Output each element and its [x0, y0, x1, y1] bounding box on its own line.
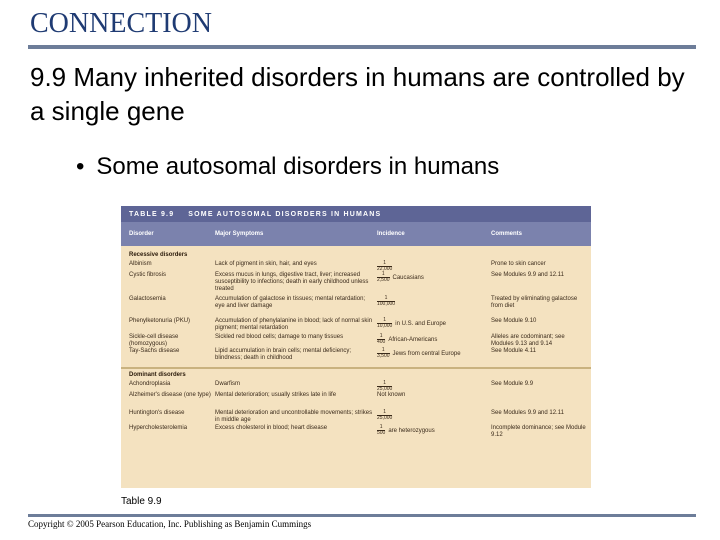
cell-disorder: Albinism: [129, 261, 152, 267]
cell-incidence: [377, 296, 487, 307]
cell-comments: Treated by eliminating galactose from diet: [491, 296, 578, 309]
cell-disorder: Alzheimer's disease (one type): [129, 392, 211, 398]
table-row: [121, 410, 591, 425]
table-number: TABLE 9.9: [129, 210, 175, 218]
table-row: [121, 334, 591, 348]
fraction-denominator: 10,000: [377, 323, 393, 329]
group-label-text: Dominant disorders: [129, 372, 186, 378]
cell-disorder: Phenylketonuria (PKU): [129, 318, 191, 324]
incidence-note: Caucasians: [392, 275, 424, 282]
cell-incidence: [377, 272, 487, 283]
bullet-symbol: •: [76, 153, 85, 180]
header-disorder: Disorder: [129, 230, 154, 237]
table-title: SOME AUTOSOMAL DISORDERS IN HUMANS: [188, 210, 382, 218]
cell-comments: Incomplete dominance; see Module 9.12: [491, 425, 586, 438]
fraction-denominator: 100,000: [377, 301, 396, 307]
header-symptoms: Major Symptoms: [215, 230, 264, 237]
cell-comments: See Module 9.9: [491, 381, 534, 387]
cell-symptoms: Lack of pigment in skin, hair, and eyes: [215, 261, 317, 267]
cell-comments: Alleles are codominant; see Modules 9.13 and 9.14: [491, 334, 565, 347]
incidence-note: in U.S. and Europe: [395, 321, 446, 328]
fraction-numerator: 1: [377, 348, 390, 354]
cell-disorder: Huntington's disease: [129, 410, 185, 416]
fraction-denominator: 22,000: [377, 266, 393, 272]
cell-incidence: [377, 261, 487, 272]
incidence-note: African-Americans: [388, 337, 438, 344]
group-label: [121, 252, 591, 261]
cell-incidence: [377, 334, 487, 345]
table-row: [121, 425, 591, 436]
fraction-numerator: 1: [377, 261, 392, 267]
copyright: Copyright © 2005 Pearson Education, Inc. Publishing as Benjamin Cummings: [28, 519, 312, 529]
cell-comments: See Modules 9.9 and 12.11: [491, 410, 564, 416]
cell-disorder: Tay-Sachs disease: [129, 348, 180, 354]
incidence-fraction: [377, 272, 390, 283]
header-incidence: Incidence: [377, 230, 405, 237]
fraction-numerator: 1: [377, 334, 385, 340]
cell-symptoms: Mental deterioration and uncontrollable movements; strikes in middle age: [215, 410, 373, 423]
table-row: [121, 272, 591, 296]
incidence-fraction: [377, 334, 385, 345]
cell-symptoms: Accumulation of phenylalanine in blood; lack of normal skin pigment; mental retardation: [215, 318, 373, 331]
cell-disorder: Hypercholesterolemia: [129, 425, 188, 431]
bullet-text: Some autosomal disorders in humans: [96, 153, 500, 180]
incidence-note: Not known: [377, 392, 406, 398]
fraction-numerator: 1: [377, 296, 395, 302]
table-row: [121, 318, 591, 334]
cell-incidence: [377, 381, 487, 392]
fraction-denominator: 25,000: [377, 415, 393, 421]
cell-incidence: [377, 392, 487, 399]
table-body: [121, 246, 591, 436]
header-comments: Comments: [491, 230, 523, 237]
cell-incidence: [377, 410, 487, 421]
cell-comments: See Modules 9.9 and 12.11: [491, 272, 564, 278]
incidence-fraction: [377, 318, 392, 329]
section-label: CONNECTION: [30, 8, 212, 39]
cell-comments: See Module 9.10: [491, 318, 537, 324]
cell-incidence: [377, 425, 487, 436]
cell-symptoms: Lipid accumulation in brain cells; mental deficiency; blindness; death in childhood: [215, 348, 352, 361]
table-row: [121, 392, 591, 410]
fraction-numerator: 1: [377, 425, 385, 431]
incidence-note: are heterozygous: [388, 428, 435, 435]
fraction-numerator: 1: [377, 410, 392, 416]
group-label: [121, 372, 591, 381]
incidence-note: Jews from central Europe: [392, 351, 461, 358]
incidence-fraction: [377, 348, 390, 359]
cell-disorder: Sickle-cell disease (homozygous): [129, 334, 179, 347]
table-caption: Table 9.9: [121, 496, 162, 507]
cell-symptoms: Mental deterioration; usually strikes late in life: [215, 392, 337, 398]
headline: 9.9 Many inherited disorders in humans are controlled by a single gene: [30, 62, 685, 126]
bottom-rule: [28, 514, 696, 517]
cell-disorder: Achondroplasia: [129, 381, 171, 387]
cell-symptoms: Sickled red blood cells; damage to many tissues: [215, 334, 344, 340]
fraction-denominator: 500: [377, 430, 386, 436]
cell-symptoms: Dwarfism: [215, 381, 240, 387]
top-rule: [28, 45, 696, 49]
fraction-numerator: 1: [377, 381, 392, 387]
cell-symptoms: Excess mucus in lungs, digestive tract, liver; increased susceptibility to infections; death in early childhood unless treated: [215, 272, 369, 292]
fraction-denominator: 3,500: [377, 353, 390, 359]
disorders-table: [121, 206, 591, 488]
cell-symptoms: Accumulation of galactose in tissues; mental retardation; eye and liver damage: [215, 296, 366, 309]
cell-comments: Prone to skin cancer: [491, 261, 546, 267]
incidence-fraction: [377, 381, 392, 392]
group-divider: [121, 367, 591, 369]
cell-incidence: [377, 348, 487, 359]
fraction-denominator: 400: [377, 339, 386, 345]
incidence-fraction: [377, 425, 385, 436]
group-label-text: Recessive disorders: [129, 252, 188, 258]
bullet-point: [76, 153, 499, 181]
fraction-denominator: 2,500: [377, 277, 390, 283]
table-row: [121, 381, 591, 392]
cell-disorder: Cystic fibrosis: [129, 272, 167, 278]
table-header-row: [121, 222, 591, 246]
cell-symptoms: Excess cholesterol in blood; heart disease: [215, 425, 328, 431]
table-row: [121, 261, 591, 272]
incidence-fraction: [377, 296, 395, 307]
cell-incidence: [377, 318, 487, 329]
fraction-denominator: 25,000: [377, 386, 393, 392]
table-row: [121, 348, 591, 363]
cell-disorder: Galactosemia: [129, 296, 166, 302]
fraction-numerator: 1: [377, 318, 392, 324]
cell-comments: See Module 4.11: [491, 348, 536, 354]
incidence-fraction: [377, 410, 392, 421]
fraction-numerator: 1: [377, 272, 390, 278]
table-title-bar: [121, 206, 591, 222]
table-row: [121, 296, 591, 318]
